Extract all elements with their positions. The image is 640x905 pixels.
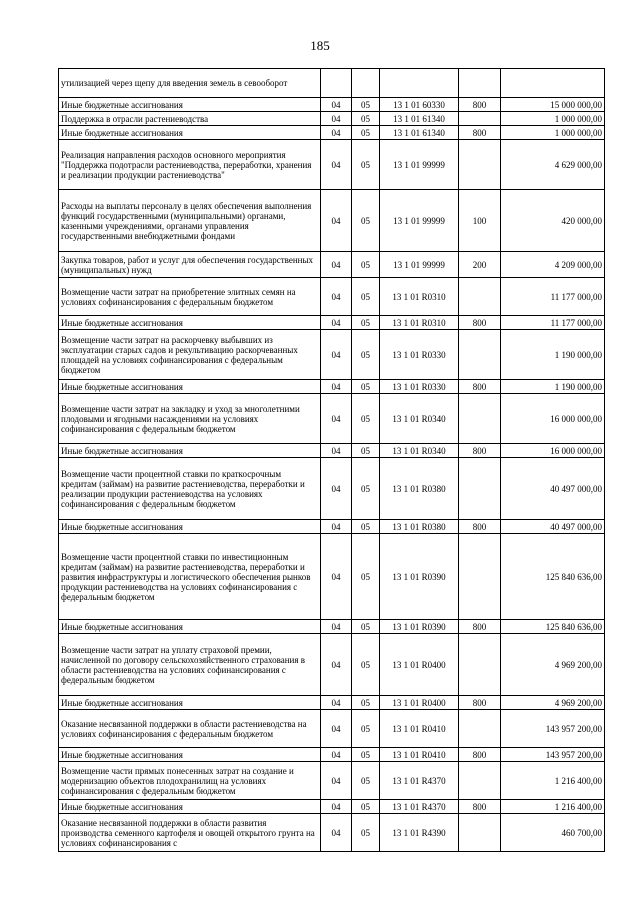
target-article-cell: 13 1 01 R0340 bbox=[380, 444, 459, 458]
amount-cell: 4 969 200,00 bbox=[501, 696, 605, 710]
section-code-cell: 04 bbox=[321, 444, 352, 458]
table-row bbox=[59, 444, 605, 458]
expense-type-cell bbox=[459, 710, 501, 748]
amount-cell: 1 216 400,00 bbox=[501, 800, 605, 814]
target-article-cell: 13 1 01 99999 bbox=[380, 252, 459, 278]
subsection-code-cell: 05 bbox=[352, 316, 380, 330]
table-row bbox=[59, 620, 605, 634]
target-article-cell: 13 1 01 R0380 bbox=[380, 458, 459, 520]
expense-name-cell: Иные бюджетные ассигнования bbox=[59, 316, 321, 330]
section-code-cell: 04 bbox=[321, 458, 352, 520]
table-row bbox=[59, 814, 605, 852]
section-code-cell: 04 bbox=[321, 634, 352, 696]
target-article-cell bbox=[380, 69, 459, 98]
amount-cell: 125 840 636,00 bbox=[501, 534, 605, 620]
expense-type-cell: 800 bbox=[459, 696, 501, 710]
amount-cell: 11 177 000,00 bbox=[501, 316, 605, 330]
amount-cell: 11 177 000,00 bbox=[501, 278, 605, 316]
subsection-code-cell: 05 bbox=[352, 330, 380, 380]
amount-cell: 1 190 000,00 bbox=[501, 330, 605, 380]
amount-cell: 16 000 000,00 bbox=[501, 444, 605, 458]
expense-name-cell: Реализация направления расходов основного мероприятия "Поддержка подотрасли растениеводства, переработки, хранения и реализации продукции растениеводства" bbox=[59, 140, 321, 190]
expense-name-cell: Возмещение части затрат на раскорчевку выбывших из эксплуатации старых садов и рекультивацию раскорчеванных площадей на условиях софинансирования с федеральным бюджетом bbox=[59, 330, 321, 380]
amount-cell: 1 216 400,00 bbox=[501, 762, 605, 800]
table-row bbox=[59, 520, 605, 534]
amount-cell: 4 629 000,00 bbox=[501, 140, 605, 190]
expense-name-cell: Возмещение части затрат на уплату страховой премии, начисленной по договору сельскохозяйственного страхования в области растениеводства на условиях софинансирования с федеральным бюджетом bbox=[59, 634, 321, 696]
subsection-code-cell: 05 bbox=[352, 748, 380, 762]
expense-name-cell: Иные бюджетные ассигнования bbox=[59, 800, 321, 814]
target-article-cell: 13 1 01 R0390 bbox=[380, 620, 459, 634]
section-code-cell bbox=[321, 69, 352, 98]
section-code-cell: 04 bbox=[321, 620, 352, 634]
expense-name-cell: Возмещение части затрат на закладку и уход за многолетними плодовыми и ягодными насаждениями на условиях софинансирования с федеральным бюджетом bbox=[59, 394, 321, 444]
target-article-cell: 13 1 01 R0410 bbox=[380, 748, 459, 762]
target-article-cell: 13 1 01 R0390 bbox=[380, 534, 459, 620]
amount-cell: 16 000 000,00 bbox=[501, 394, 605, 444]
amount-cell: 40 497 000,00 bbox=[501, 458, 605, 520]
expense-type-cell bbox=[459, 140, 501, 190]
section-code-cell: 04 bbox=[321, 126, 352, 140]
target-article-cell: 13 1 01 61340 bbox=[380, 112, 459, 126]
amount-cell: 15 000 000,00 bbox=[501, 98, 605, 112]
table-row bbox=[59, 748, 605, 762]
subsection-code-cell: 05 bbox=[352, 696, 380, 710]
expense-type-cell: 800 bbox=[459, 380, 501, 394]
target-article-cell: 13 1 01 R0330 bbox=[380, 380, 459, 394]
section-code-cell: 04 bbox=[321, 190, 352, 252]
expense-type-cell bbox=[459, 814, 501, 852]
subsection-code-cell: 05 bbox=[352, 190, 380, 252]
target-article-cell: 13 1 01 99999 bbox=[380, 140, 459, 190]
target-article-cell: 13 1 01 R4390 bbox=[380, 814, 459, 852]
table-row bbox=[59, 316, 605, 330]
expense-type-cell: 800 bbox=[459, 98, 501, 112]
expense-type-cell: 100 bbox=[459, 190, 501, 252]
section-code-cell: 04 bbox=[321, 762, 352, 800]
subsection-code-cell: 05 bbox=[352, 112, 380, 126]
table-row bbox=[59, 112, 605, 126]
amount-cell: 143 957 200,00 bbox=[501, 748, 605, 762]
amount-cell: 4 969 200,00 bbox=[501, 634, 605, 696]
amount-cell: 1 000 000,00 bbox=[501, 126, 605, 140]
section-code-cell: 04 bbox=[321, 380, 352, 394]
table-row bbox=[59, 800, 605, 814]
subsection-code-cell: 05 bbox=[352, 126, 380, 140]
target-article-cell: 13 1 01 R4370 bbox=[380, 762, 459, 800]
expense-type-cell bbox=[459, 278, 501, 316]
section-code-cell: 04 bbox=[321, 330, 352, 380]
section-code-cell: 04 bbox=[321, 520, 352, 534]
table-row bbox=[59, 710, 605, 748]
section-code-cell: 04 bbox=[321, 710, 352, 748]
target-article-cell: 13 1 01 60330 bbox=[380, 98, 459, 112]
amount-cell: 125 840 636,00 bbox=[501, 620, 605, 634]
section-code-cell: 04 bbox=[321, 814, 352, 852]
expense-name-cell: Иные бюджетные ассигнования bbox=[59, 748, 321, 762]
expense-type-cell bbox=[459, 534, 501, 620]
target-article-cell: 13 1 01 61340 bbox=[380, 126, 459, 140]
section-code-cell: 04 bbox=[321, 696, 352, 710]
subsection-code-cell: 05 bbox=[352, 800, 380, 814]
expense-name-cell: Иные бюджетные ассигнования bbox=[59, 380, 321, 394]
expense-name-cell: Иные бюджетные ассигнования bbox=[59, 98, 321, 112]
section-code-cell: 04 bbox=[321, 316, 352, 330]
table-row bbox=[59, 762, 605, 800]
budget-table bbox=[58, 68, 605, 852]
expense-type-cell bbox=[459, 330, 501, 380]
target-article-cell: 13 1 01 R0310 bbox=[380, 316, 459, 330]
expense-type-cell: 800 bbox=[459, 800, 501, 814]
amount-cell: 420 000,00 bbox=[501, 190, 605, 252]
subsection-code-cell: 05 bbox=[352, 634, 380, 696]
expense-type-cell: 800 bbox=[459, 316, 501, 330]
amount-cell: 460 700,00 bbox=[501, 814, 605, 852]
subsection-code-cell: 05 bbox=[352, 98, 380, 112]
table-row bbox=[59, 69, 605, 98]
expense-name-cell: Возмещение части затрат на приобретение элитных семян на условиях софинансирования с федеральным бюджетом bbox=[59, 278, 321, 316]
expense-type-cell bbox=[459, 112, 501, 126]
expense-name-cell: Поддержка в отрасли растениеводства bbox=[59, 112, 321, 126]
subsection-code-cell: 05 bbox=[352, 458, 380, 520]
expense-type-cell: 800 bbox=[459, 620, 501, 634]
expense-type-cell: 200 bbox=[459, 252, 501, 278]
subsection-code-cell: 05 bbox=[352, 380, 380, 394]
target-article-cell: 13 1 01 R0400 bbox=[380, 634, 459, 696]
expense-name-cell: Иные бюджетные ассигнования bbox=[59, 126, 321, 140]
subsection-code-cell: 05 bbox=[352, 762, 380, 800]
page-number: 185 bbox=[310, 38, 330, 53]
table-row bbox=[59, 634, 605, 696]
section-code-cell: 04 bbox=[321, 98, 352, 112]
target-article-cell: 13 1 01 R0310 bbox=[380, 278, 459, 316]
expense-name-cell: Возмещение части процентной ставки по инвестиционным кредитам (займам) на развитие растениеводства, переработки и развития инфраструктуры и логистического обеспечения рынков продукции растениеводства на условиях софинансирования с федеральным бюджетом bbox=[59, 534, 321, 620]
expense-type-cell bbox=[459, 762, 501, 800]
subsection-code-cell: 05 bbox=[352, 710, 380, 748]
table-row bbox=[59, 380, 605, 394]
table-row bbox=[59, 190, 605, 252]
table-row bbox=[59, 126, 605, 140]
subsection-code-cell: 05 bbox=[352, 534, 380, 620]
expense-name-cell: утилизацией через щепу для введения земель в севооборот bbox=[59, 69, 321, 98]
section-code-cell: 04 bbox=[321, 748, 352, 762]
table-row bbox=[59, 330, 605, 380]
table-row bbox=[59, 140, 605, 190]
amount-cell: 1 190 000,00 bbox=[501, 380, 605, 394]
section-code-cell: 04 bbox=[321, 278, 352, 316]
target-article-cell: 13 1 01 R0400 bbox=[380, 696, 459, 710]
target-article-cell: 13 1 01 R0380 bbox=[380, 520, 459, 534]
expense-type-cell: 800 bbox=[459, 126, 501, 140]
budget-table-body bbox=[59, 69, 605, 852]
target-article-cell: 13 1 01 R0410 bbox=[380, 710, 459, 748]
expense-name-cell: Иные бюджетные ассигнования bbox=[59, 620, 321, 634]
subsection-code-cell: 05 bbox=[352, 444, 380, 458]
subsection-code-cell: 05 bbox=[352, 620, 380, 634]
expense-name-cell: Возмещение части процентной ставки по краткосрочным кредитам (займам) на развитие растениеводства, переработки и реализации продукции растениеводства на условиях софинансирования с федеральным бюджетом bbox=[59, 458, 321, 520]
expense-name-cell: Закупка товаров, работ и услуг для обеспечения государственных (муниципальных) нужд bbox=[59, 252, 321, 278]
subsection-code-cell: 05 bbox=[352, 278, 380, 316]
target-article-cell: 13 1 01 R0340 bbox=[380, 394, 459, 444]
table-row bbox=[59, 98, 605, 112]
amount-cell: 4 209 000,00 bbox=[501, 252, 605, 278]
subsection-code-cell: 05 bbox=[352, 520, 380, 534]
section-code-cell: 04 bbox=[321, 140, 352, 190]
table-row bbox=[59, 252, 605, 278]
expense-type-cell bbox=[459, 394, 501, 444]
expense-type-cell bbox=[459, 634, 501, 696]
expense-name-cell: Оказание несвязанной поддержки в области развития производства семенного картофеля и овощей открытого грунта на условиях софинансирования с bbox=[59, 814, 321, 852]
amount-cell: 143 957 200,00 bbox=[501, 710, 605, 748]
section-code-cell: 04 bbox=[321, 112, 352, 126]
subsection-code-cell: 05 bbox=[352, 394, 380, 444]
amount-cell: 40 497 000,00 bbox=[501, 520, 605, 534]
subsection-code-cell: 05 bbox=[352, 814, 380, 852]
subsection-code-cell: 05 bbox=[352, 140, 380, 190]
expense-name-cell: Иные бюджетные ассигнования bbox=[59, 696, 321, 710]
amount-cell: 1 000 000,00 bbox=[501, 112, 605, 126]
section-code-cell: 04 bbox=[321, 800, 352, 814]
table-row bbox=[59, 278, 605, 316]
expense-type-cell: 800 bbox=[459, 748, 501, 762]
table-row bbox=[59, 394, 605, 444]
expense-type-cell: 800 bbox=[459, 444, 501, 458]
subsection-code-cell: 05 bbox=[352, 252, 380, 278]
expense-type-cell bbox=[459, 458, 501, 520]
expense-type-cell: 800 bbox=[459, 520, 501, 534]
expense-name-cell: Иные бюджетные ассигнования bbox=[59, 444, 321, 458]
expense-type-cell bbox=[459, 69, 501, 98]
target-article-cell: 13 1 01 R4370 bbox=[380, 800, 459, 814]
subsection-code-cell bbox=[352, 69, 380, 98]
section-code-cell: 04 bbox=[321, 252, 352, 278]
expense-name-cell: Возмещение части прямых понесенных затрат на создание и модернизацию объектов плодохранилищ на условиях софинансирования с федеральным бюджетом bbox=[59, 762, 321, 800]
expense-name-cell: Оказание несвязанной поддержки в области растениеводства на условиях софинансирования с федеральным бюджетом bbox=[59, 710, 321, 748]
target-article-cell: 13 1 01 R0330 bbox=[380, 330, 459, 380]
section-code-cell: 04 bbox=[321, 394, 352, 444]
table-row bbox=[59, 534, 605, 620]
amount-cell bbox=[501, 69, 605, 98]
target-article-cell: 13 1 01 99999 bbox=[380, 190, 459, 252]
table-row bbox=[59, 696, 605, 710]
expense-name-cell: Расходы на выплаты персоналу в целях обеспечения выполнения функций государственными (муниципальными) органами, казенными учреждениями, органами управления государственными внебюджетными фондами bbox=[59, 190, 321, 252]
table-row bbox=[59, 458, 605, 520]
section-code-cell: 04 bbox=[321, 534, 352, 620]
expense-name-cell: Иные бюджетные ассигнования bbox=[59, 520, 321, 534]
